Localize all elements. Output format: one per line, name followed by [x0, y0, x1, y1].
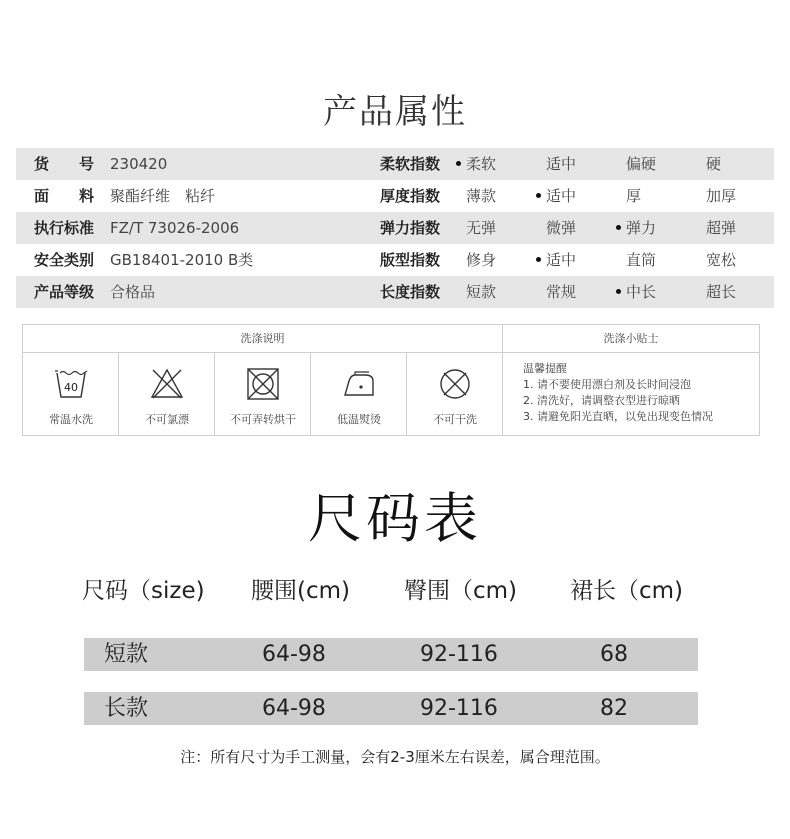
size-chart-title: 尺码表: [308, 487, 482, 550]
index-option: 宽松: [706, 251, 737, 269]
index-option: 偏硬: [626, 155, 657, 173]
care-symbol: [311, 353, 407, 435]
attribute-value: 聚酯纤维 粘纤: [110, 187, 216, 205]
index-option: 超长: [706, 283, 737, 301]
care-symbol: [119, 353, 215, 435]
attribute-row: [16, 212, 774, 244]
care-tips-header: 洗涤小贴士: [503, 325, 759, 353]
selected-dot-icon: [616, 225, 621, 230]
care-symbol-label: 常温水洗: [49, 413, 93, 426]
size-header: 尺码（size): [82, 578, 205, 604]
care-symbol-label: 不可氯漂: [145, 413, 189, 426]
attribute-value: GB18401-2010 B类: [110, 251, 254, 269]
care-header: 洗涤说明: [23, 325, 503, 353]
low-iron-icon: [341, 367, 377, 401]
index-option: 加厚: [706, 187, 737, 205]
size-row: [84, 692, 698, 725]
index-label: 长度指数: [380, 283, 441, 301]
attribute-row: [16, 180, 774, 212]
no-bleach-icon: [149, 367, 185, 401]
care-instructions: [22, 324, 760, 436]
svg-text:40: 40: [64, 381, 78, 394]
index-option: 适中: [546, 155, 577, 173]
attributes-title: 产品属性: [323, 92, 467, 132]
attribute-row: [16, 148, 774, 180]
index-option: 直筒: [626, 251, 657, 269]
index-option: 硬: [706, 155, 722, 173]
care-symbol-label: 不可干洗: [433, 413, 477, 426]
care-symbol: [23, 353, 119, 435]
waist-header: 腰围(cm): [251, 578, 350, 604]
index-label: 版型指数: [380, 251, 441, 269]
attribute-row: [16, 276, 774, 308]
selected-dot-icon: [536, 257, 541, 262]
index-label: 柔软指数: [380, 155, 441, 173]
index-option-selected: 柔软: [466, 148, 496, 180]
attribute-label: 安全类别: [34, 251, 95, 269]
care-tip: 1. 请不要使用漂白剂及长时间浸泡: [523, 378, 691, 391]
care-symbol: [215, 353, 311, 435]
index-option-selected: 适中: [546, 244, 576, 276]
size-row: [84, 638, 698, 671]
wash-40-icon: [53, 367, 89, 401]
index-option: 微弹: [546, 219, 577, 237]
care-tip: 2. 清洗好，请调整衣型进行晾晒: [523, 394, 680, 407]
attribute-row: [16, 244, 774, 276]
care-symbol-label: 不可弄转烘干: [230, 413, 296, 426]
attribute-label: 面 料: [34, 187, 94, 205]
waist-value: 64-98: [262, 642, 326, 667]
size-name: 短款: [104, 642, 149, 667]
size-name: 长款: [104, 696, 149, 721]
no-dry-clean-icon: [437, 367, 473, 401]
hip-value: 92-116: [420, 642, 498, 667]
attribute-label: 产品等级: [34, 283, 95, 301]
no-tumble-dry-icon: [245, 367, 281, 401]
index-option: 无弹: [466, 219, 497, 237]
care-tips: [523, 361, 713, 425]
waist-value: 64-98: [262, 696, 326, 721]
index-label: 弹力指数: [380, 219, 441, 237]
attribute-label: 货 号: [34, 155, 94, 173]
index-option: 修身: [466, 251, 497, 269]
selected-dot-icon: [616, 289, 621, 294]
index-option-selected: 适中: [546, 180, 576, 212]
index-option-selected: 弹力: [626, 212, 656, 244]
index-option: 薄款: [466, 187, 497, 205]
attribute-label: 执行标准: [34, 219, 95, 237]
attribute-value: FZ/T 73026-2006: [110, 219, 240, 237]
index-option: 厚: [626, 187, 642, 205]
length-header: 裙长（cm): [570, 578, 684, 604]
index-option: 常规: [546, 283, 577, 301]
index-option-selected: 中长: [626, 276, 656, 308]
attributes-table: [16, 148, 774, 308]
care-tip-heading: 温馨提醒: [523, 362, 567, 375]
selected-dot-icon: [536, 193, 541, 198]
care-tip: 3. 请避免阳光直晒，以免出现变色情况: [523, 410, 713, 423]
hip-header: 臀围（cm): [404, 578, 518, 604]
length-value: 82: [600, 696, 628, 721]
attribute-value: 230420: [110, 155, 168, 173]
index-option: 短款: [466, 283, 497, 301]
length-value: 68: [600, 642, 628, 667]
selected-dot-icon: [456, 161, 461, 166]
measurement-note: 注：所有尺寸为手工测量，会有2-3厘米左右误差，属合理范围。: [180, 748, 610, 766]
index-label: 厚度指数: [380, 187, 441, 205]
care-symbol-label: 低温熨烫: [337, 413, 381, 426]
index-option: 超弹: [706, 219, 737, 237]
care-symbol: [407, 353, 503, 435]
hip-value: 92-116: [420, 696, 498, 721]
attribute-value: 合格品: [110, 283, 156, 301]
